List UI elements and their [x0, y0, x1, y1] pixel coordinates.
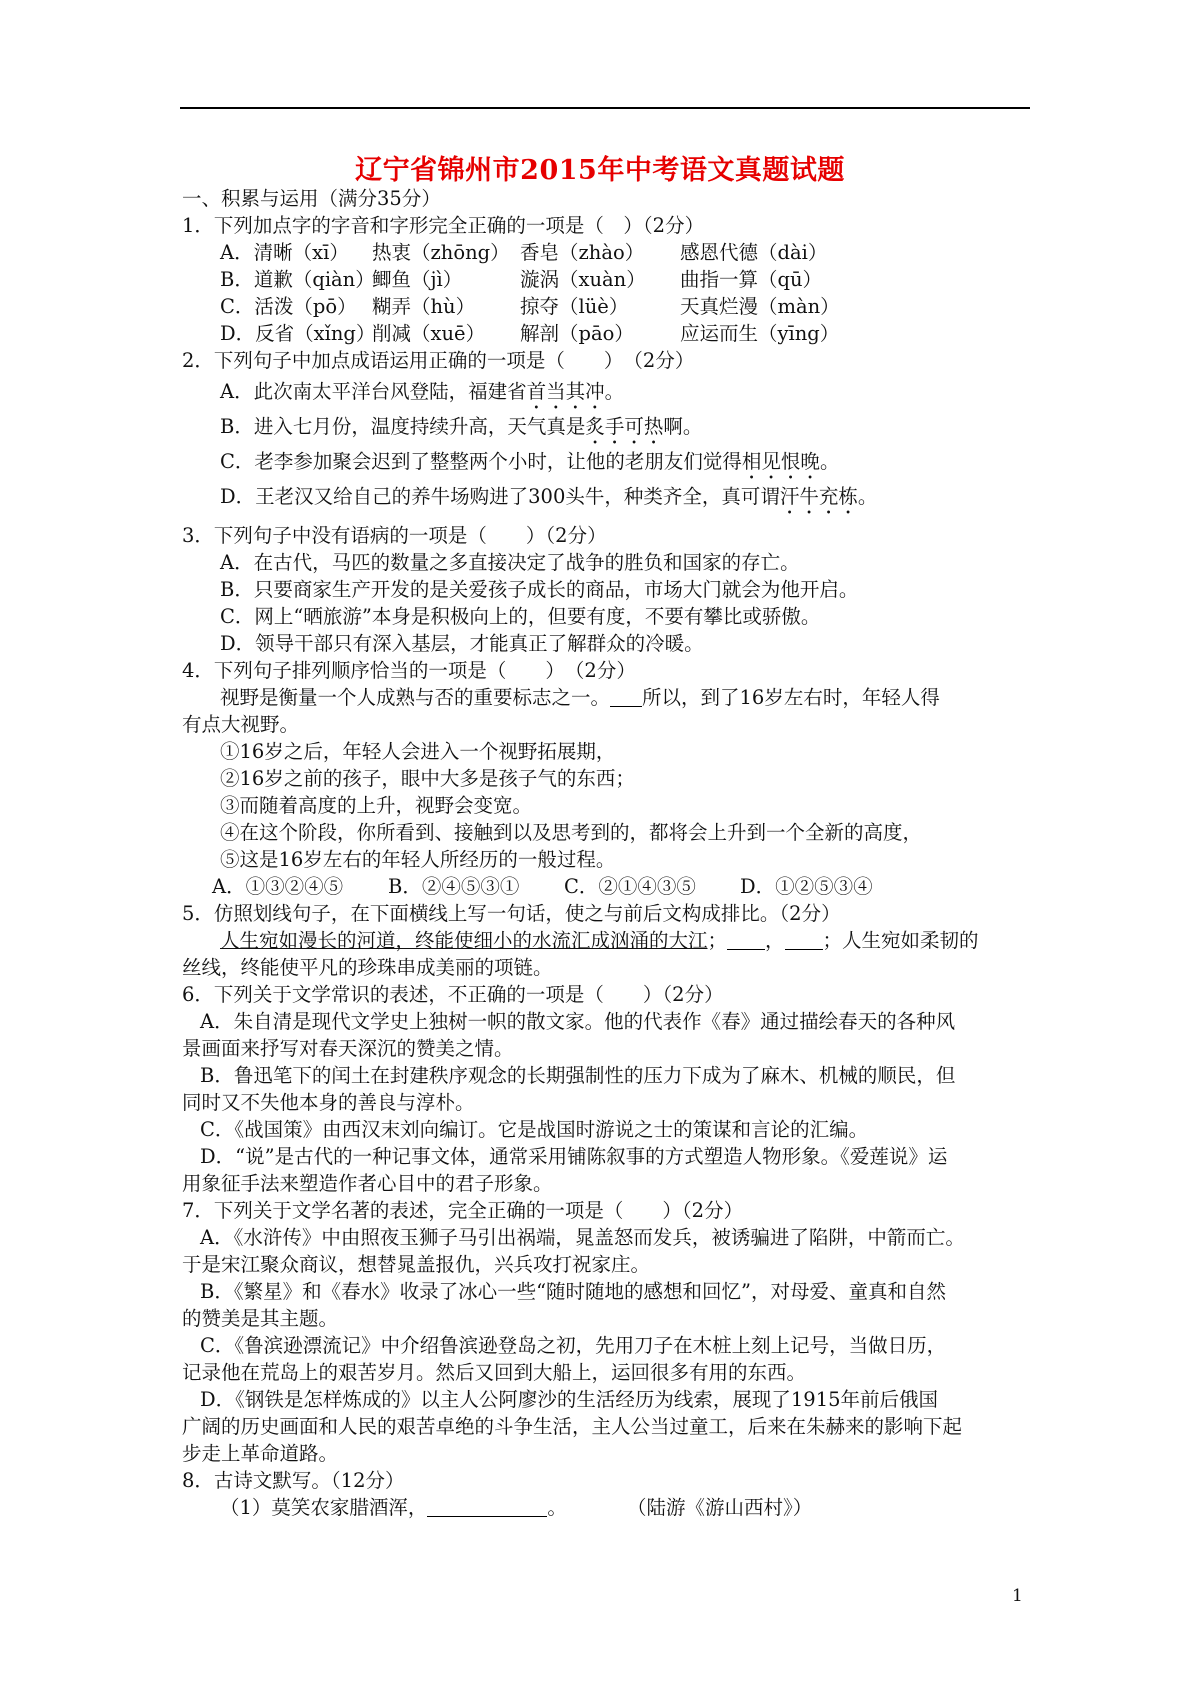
- q1-c-item: C．活泼（pō）: [220, 295, 357, 318]
- q3-option-d: D．领导干部只有深入基层，才能真正了解群众的冷暖。: [220, 632, 704, 655]
- q1-b-item: 鲫鱼（jì）: [372, 268, 463, 291]
- q8-item-1-text: （1）莫笑农家腊酒浑，: [220, 1496, 428, 1519]
- q5-line2: 丝线，终能使平凡的珍珠串成美丽的项链。: [182, 956, 553, 979]
- q6-option-b-cont: 同时又不失他本身的善良与淳朴。: [182, 1091, 475, 1114]
- q7-option-c: C．《鲁滨逊漂流记》中介绍鲁滨逊登岛之初，先用刀子在木桩上刻上记号，当做日历，: [200, 1334, 947, 1357]
- q6-option-d-cont: 用象征手法来塑造作者心目中的君子形象。: [182, 1172, 553, 1195]
- q7-option-c-cont: 记录他在荒岛上的艰苦岁月。然后又回到大船上，运回很多有用的东西。: [182, 1361, 807, 1384]
- q7-option-b-cont: 的赞美是其主题。: [182, 1307, 339, 1330]
- page-number: 1: [1012, 1586, 1023, 1606]
- q1-option-a: [182, 239, 1032, 266]
- q1-b-item: B．道歉（qiàn）: [220, 268, 375, 291]
- q6-option-d: D．“说”是古代的一种记事文体，通常采用铺陈叙事的方式塑造人物形象。《爱莲说》运: [200, 1145, 948, 1168]
- q1-option-b: [182, 266, 1032, 293]
- q5-answer-blank-1[interactable]: [727, 931, 765, 950]
- q1-a-item: 感恩代德（dài）: [680, 241, 828, 264]
- q1-option-c: [182, 293, 1032, 320]
- q5-punct: ；: [707, 929, 728, 952]
- q2-b-idiom: 炙手可热: [585, 415, 664, 438]
- q4-option: C．②①④③⑤: [564, 875, 696, 898]
- q7-option-b: B．《繁星》和《春水》收录了冰心一些“随时随地的感想和回忆”，对母爱、童真和自然: [200, 1280, 947, 1303]
- question-5-stem: 5．仿照划线句子，在下面横线上写一句话，使之与前后文构成排比。（2分）: [182, 902, 841, 925]
- q2-c-end: 。: [819, 450, 840, 473]
- q2-d-text: D．王老汉又给自己的养牛场购进了300头牛，种类齐全，真可谓: [220, 485, 780, 508]
- exam-content: [182, 185, 1032, 1521]
- q8-item-1-end: 。: [547, 1496, 567, 1519]
- question-7-stem: 7．下列关于文学名著的表述，完全正确的一项是（ ）（2分）: [182, 1199, 744, 1222]
- q7-option-d-cont2: 步走上革命道路。: [182, 1442, 339, 1465]
- q7-option-a-cont: 于是宋江聚众商议，想替晁盖报仇，兴兵攻打祝家庄。: [182, 1253, 651, 1276]
- question-2-stem: 2．下列句子中加点成语运用正确的一项是（ ） （2分）: [182, 349, 695, 372]
- q2-c-text: C．老李参加聚会迟到了整整两个小时，让他的老朋友们觉得: [220, 450, 742, 473]
- q4-passage-line1: [182, 684, 1032, 711]
- q2-c-idiom: 相见恨晚: [741, 450, 820, 473]
- q4-sentence-4: ④在这个阶段，你所看到、接触到以及思考到的，都将会上升到一个全新的高度，: [220, 821, 923, 844]
- q1-c-item: 糊弄（hù）: [372, 295, 476, 318]
- q2-b-end: 啊。: [663, 415, 703, 438]
- q2-option-c: [182, 444, 1032, 479]
- q4-options: [182, 873, 1032, 900]
- q4-option: D．①②⑤③④: [740, 875, 873, 898]
- q5-text: ；人生宛如柔韧的: [822, 929, 979, 952]
- q2-a-end: 。: [604, 380, 625, 403]
- q5-answer-blank-2[interactable]: [785, 931, 823, 950]
- q6-option-a-cont: 景画面来抒写对春天深沉的赞美之情。: [182, 1037, 514, 1060]
- q6-option-c: C．《战国策》由西汉末刘向编订。它是战国时游说之士的策谋和言论的汇编。: [200, 1118, 869, 1141]
- q2-d-idiom: 汗牛充栋: [779, 485, 858, 508]
- q1-a-item: 热衷（zhōng）: [372, 241, 510, 264]
- q8-item-1-source: （陆游《游山西村》）: [626, 1496, 813, 1519]
- q7-option-a: A．《水浒传》中由照夜玉狮子马引出祸端，晁盖怒而发兵，被诱骗进了陷阱，中箭而亡。: [200, 1226, 965, 1249]
- q1-c-item: 掠夺（lüè）: [520, 295, 629, 318]
- q4-option: A．①③②④⑤: [212, 875, 344, 898]
- q4-answer-blank[interactable]: [610, 688, 642, 707]
- question-1-stem: 1．下列加点字的字音和字形完全正确的一项是（ ）（2分）: [182, 214, 705, 237]
- q1-b-item: 漩涡（xuàn）: [520, 268, 646, 291]
- q2-d-end: 。: [857, 485, 878, 508]
- q8-item-1: [182, 1494, 1032, 1521]
- q1-d-item: 削减（xuē）: [372, 322, 486, 345]
- q3-option-c: C．网上“晒旅游”本身是积极向上的，但要有度，不要有攀比或骄傲。: [220, 605, 821, 628]
- page-title: 辽宁省锦州市2015年中考语文真题试题: [355, 155, 845, 186]
- spacer: [182, 514, 1032, 522]
- q1-option-d: [182, 320, 1032, 347]
- q2-option-a: [182, 374, 1032, 409]
- q1-c-item: 天真烂漫（màn）: [680, 295, 840, 318]
- q2-a-text: A．此次南太平洋台风登陆，福建省: [220, 380, 527, 403]
- q4-sentence-2: ②16岁之前的孩子，眼中大多是孩子气的东西；: [220, 767, 635, 790]
- q4-passage-line2: 有点大视野。: [182, 713, 300, 736]
- q5-punct: ，: [765, 929, 785, 952]
- question-4-stem: 4．下列句子排列顺序恰当的一项是（ ） （2分）: [182, 659, 636, 682]
- q4-sentence-1: ①16岁之后，年轻人会进入一个视野拓展期，: [220, 740, 616, 763]
- question-3-stem: 3．下列句子中没有语病的一项是（ ）（2分）: [182, 524, 607, 547]
- q2-option-d: [182, 479, 1032, 514]
- q4-passage-text: 视野是衡量一个人成熟与否的重要标志之一。: [220, 686, 611, 709]
- q1-d-item: D．反省（xǐng）: [220, 322, 376, 345]
- q4-option: B．②④⑤③①: [388, 875, 520, 898]
- q1-b-item: 曲指一算（qū）: [680, 268, 823, 291]
- q3-option-b: B．只要商家生产开发的是关爱孩子成长的商品，市场大门就会为他开启。: [220, 578, 859, 601]
- q2-a-idiom: 首当其冲: [526, 380, 605, 403]
- q4-sentence-3: ③而随着高度的上升，视野会变宽。: [220, 794, 533, 817]
- q4-sentence-5: ⑤这是16岁左右的年轻人所经历的一般过程。: [220, 848, 616, 871]
- q7-option-d-cont: 广阔的历史画面和人民的艰苦卓绝的斗争生活，主人公当过童工，后来在朱赫来的影响下起: [182, 1415, 963, 1438]
- q1-a-item: A．清晰（xī）: [220, 241, 349, 264]
- q5-model-sentence: 人生宛如漫长的河道，终能使细小的水流汇成汹涌的大江: [220, 929, 708, 952]
- question-8-stem: 8．古诗文默写。（12分）: [182, 1469, 405, 1492]
- question-6-stem: 6．下列关于文学常识的表述，不正确的一项是（ ）（2分）: [182, 983, 724, 1006]
- q5-line1: [182, 927, 1032, 954]
- q1-a-item: 香皂（zhào）: [520, 241, 645, 264]
- q3-option-a: A．在古代，马匹的数量之多直接决定了战争的胜负和国家的存亡。: [220, 551, 800, 574]
- section-heading: 一、积累与运用（满分35分）: [182, 187, 441, 210]
- q6-option-a: A．朱自清是现代文学史上独树一帜的散文家。他的代表作《春》通过描绘春天的各种风: [200, 1010, 956, 1033]
- q6-option-b: B．鲁迅笔下的闰土在封建秩序观念的长期强制性的压力下成为了麻木、机械的顺民，但: [200, 1064, 956, 1087]
- header-rule: [180, 107, 1030, 109]
- q2-b-text: B．进入七月份，温度持续升高，天气真是: [220, 415, 586, 438]
- q2-option-b: [182, 409, 1032, 444]
- q8-answer-blank-1[interactable]: [427, 1498, 547, 1517]
- q4-passage-text: 所以，到了16岁左右时，年轻人得: [642, 686, 940, 709]
- q7-option-d: D．《钢铁是怎样炼成的》以主人公阿廖沙的生活经历为线索，展现了1915年前后俄国: [200, 1388, 939, 1411]
- q1-d-item: 解剖（pāo）: [520, 322, 634, 345]
- q1-d-item: 应运而生（yīng）: [680, 322, 840, 345]
